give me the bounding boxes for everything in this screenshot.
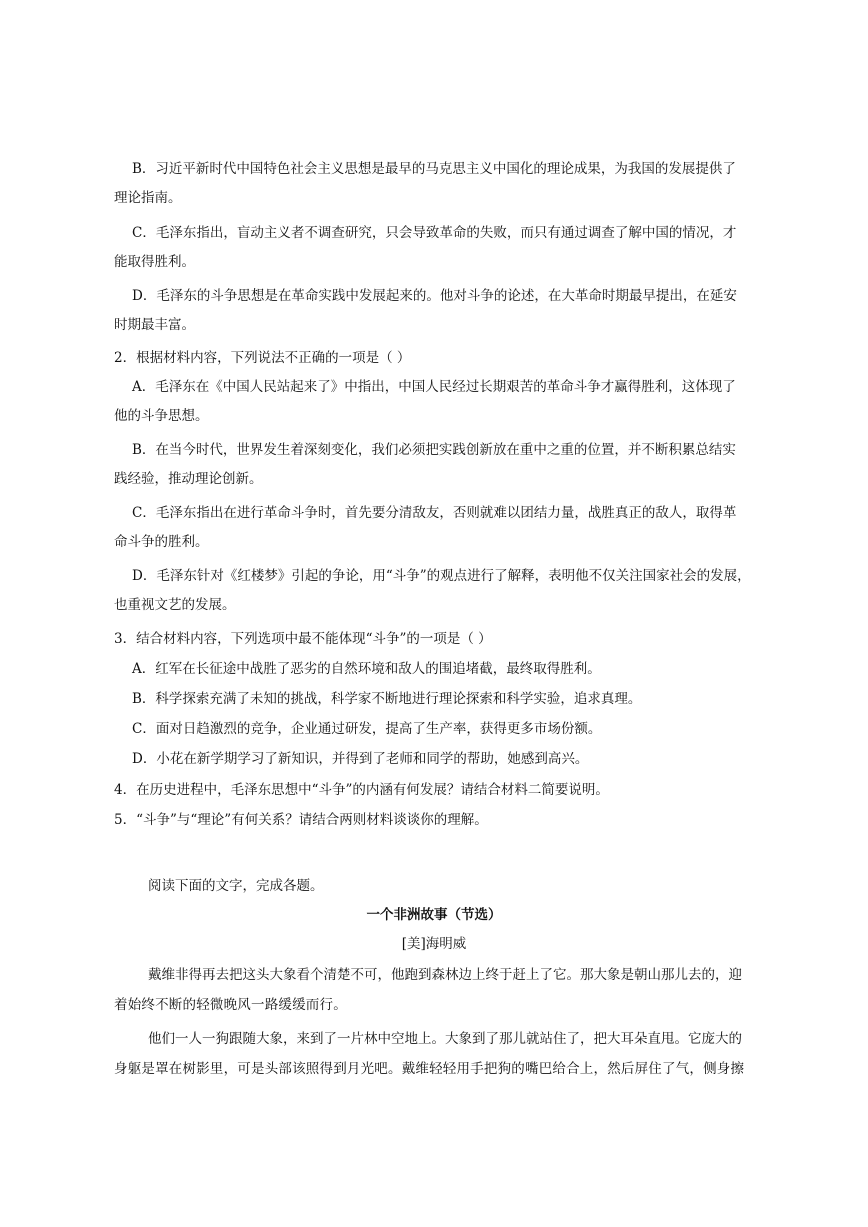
story-paragraph-line: 戴维非得再去把这头大象看个清楚不可，他跑到森林边上终于赶上了它。那大象是朝山那儿去的，迎 [148,967,742,983]
question-stem-3: 3．结合材料内容，下列选项中最不能体现“斗争”的一项是（ ） [114,631,492,647]
option-c: C．面对日趋激烈的竞争，企业通过研发，提高了生产率，获得更多市场份额。 [132,721,602,737]
story-paragraph-line: 身躯是罩在树影里，可是头部该照得到月光吧。戴维轻轻用手把狗的嘴巴给合上，然后屏住了气，侧身擦 [114,1061,745,1077]
question-stem-4: 4．在历史进程中，毛泽东思想中“斗争”的内涵有何发展？请结合材料二简要说明。 [114,782,609,798]
question-stem-2: 2．根据材料内容，下列说法不正确的一项是（ ） [114,350,411,366]
option-line: 也重视文艺的发展。 [114,597,236,613]
option-line: C．毛泽东指出，盲动主义者不调查研究，只会导致革命的失败，而只有通过调查了解中国的情况，才 [132,225,737,241]
option-d: D．小花在新学期学习了新知识，并得到了老师和同学的帮助，她感到高兴。 [132,751,589,767]
option-line: D．毛泽东的斗争思想是在革命实践中发展起来的。他对斗争的论述，在大革命时期最早提出，在延安 [132,288,737,304]
option-line: A．毛泽东在《中国人民站起来了》中指出，中国人民经过长期艰苦的革命斗争才赢得胜利，这体现了 [132,379,736,395]
option-line: 践经验，推动理论创新。 [114,471,263,487]
story-author: [美]海明威 [401,936,467,952]
story-paragraph-line: 着始终不断的轻微晚风一路缓缓而行。 [114,997,347,1013]
option-line: 时期最丰富。 [114,317,195,333]
option-line: 他的斗争思想。 [114,408,209,424]
option-line: B．习近平新时代中国特色社会主义思想是最早的马克思主义中国化的理论成果，为我国的发展提供了 [132,161,736,177]
reading-intro: 阅读下面的文字，完成各题。 [148,878,324,894]
option-a: A．红军在长征途中战胜了恶劣的自然环境和敌人的围追堵截，最终取得胜利。 [132,661,601,677]
question-stem-5: 5．“斗争”与“理论”有何关系？请结合两则材料谈谈你的理解。 [114,812,488,828]
option-line: D．毛泽东针对《红楼梦》引起的争论，用“斗争”的观点进行了解释，表明他不仅关注国家社会的发展， [132,568,751,584]
story-title: 一个非洲故事（节选） [366,907,502,923]
option-line: 能取得胜利。 [114,254,195,270]
option-line: C．毛泽东指出在进行革命斗争时，首先要分清敌友，否则就难以团结力量，战胜真正的敌人，取得革 [132,505,737,521]
option-line: 命斗争的胜利。 [114,534,209,550]
option-line: B．在当今时代，世界发生着深刻变化，我们必须把实践创新放在重中之重的位置，并不断积累总结实 [132,442,736,458]
option-line: 理论指南。 [114,190,182,206]
story-paragraph-line: 他们一人一狗跟随大象，来到了一片林中空地上。大象到了那儿就站住了，把大耳朵直甩。它庞大的 [148,1031,742,1047]
option-b: B．科学探索充满了未知的挑战，科学家不断地进行理论探索和科学实验，追求真理。 [132,691,642,707]
